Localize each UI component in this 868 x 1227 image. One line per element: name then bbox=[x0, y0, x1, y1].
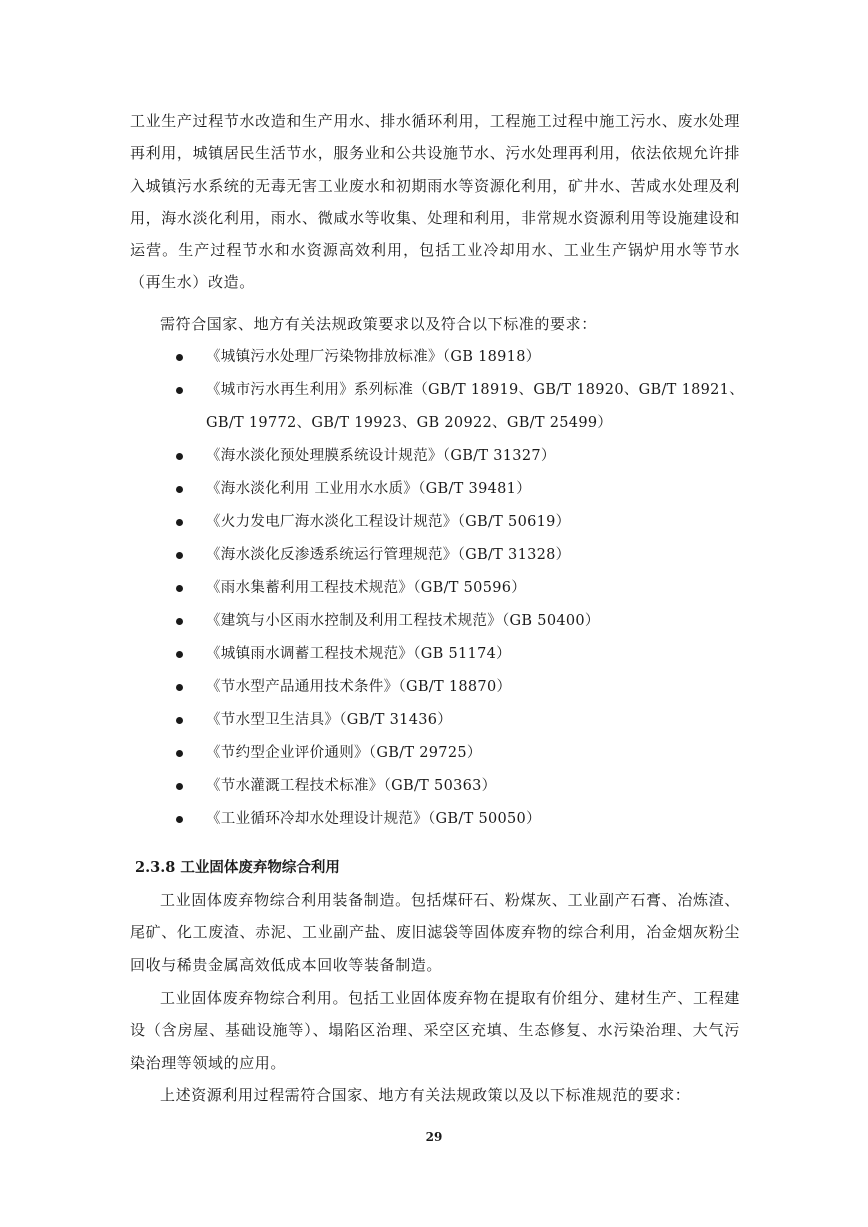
page-number: 29 bbox=[425, 1130, 443, 1144]
standard-item bbox=[0, 770, 868, 803]
standards-list bbox=[0, 341, 868, 836]
standard-item bbox=[0, 341, 868, 374]
standard-item bbox=[0, 539, 868, 572]
standard-item bbox=[0, 440, 868, 473]
bullet-dot-icon bbox=[176, 651, 183, 658]
standard-text: 《工业循环冷却水处理设计规范》（GB/T 50050） bbox=[206, 811, 541, 827]
standard-text: 《雨水集蓄利用工程技术规范》（GB/T 50596） bbox=[206, 580, 527, 596]
bullet-dot-icon bbox=[176, 816, 183, 823]
standard-item bbox=[0, 803, 868, 836]
standard-item bbox=[0, 704, 868, 737]
bullet-dot-icon bbox=[176, 717, 183, 724]
standard-text: 《节水型产品通用技术条件》（GB/T 18870） bbox=[206, 679, 512, 695]
utilization-paragraph: 工业固体废弃物综合利用。包括工业固体废弃物在提取有价组分、建材生产、工程建设（含房屋、基础设施等）、塌陷区治理、采空区充填、生态修复、水污染治理、大气污染治理等领域的应用。 bbox=[130, 989, 740, 1072]
standard-text: 《节约型企业评价通则》（GB/T 29725） bbox=[206, 745, 482, 761]
standard-text: 《海水淡化反渗透系统运行管理规范》（GB/T 31328） bbox=[206, 547, 571, 563]
bullet-dot-icon bbox=[176, 585, 183, 592]
bullet-dot-icon bbox=[176, 783, 183, 790]
bullet-dot-icon bbox=[176, 519, 183, 526]
standard-text: 《城市污水再生利用》系列标准（GB/T 18919、GB/T 18920、GB/T 18921、GB/T 19772、GB/T 19923、GB 20922、GB/T 25499） bbox=[206, 382, 744, 431]
section-heading: 2.3.8 工业固体废弃物综合利用 bbox=[135, 859, 340, 876]
bullet-dot-icon bbox=[176, 387, 183, 394]
standard-item bbox=[0, 737, 868, 770]
bullet-dot-icon bbox=[176, 750, 183, 757]
standard-item bbox=[0, 638, 868, 671]
bullet-dot-icon bbox=[176, 618, 183, 625]
bullet-dot-icon bbox=[176, 486, 183, 493]
standard-text: 《海水淡化预处理膜系统设计规范》（GB/T 31327） bbox=[206, 448, 556, 464]
closing-paragraph: 上述资源利用过程需符合国家、地方有关法规政策以及以下标准规范的要求： bbox=[160, 1086, 691, 1104]
equipment-paragraph: 工业固体废弃物综合利用装备制造。包括煤矸石、粉煤灰、工业副产石膏、冶炼渣、尾矿、化工废渣、赤泥、工业副产盐、废旧滤袋等固体废弃物的综合利用，冶金烟灰粉尘回收与稀贵金属高效低成本回收等装备制造。 bbox=[130, 891, 740, 974]
standard-text: 《海水淡化利用 工业用水水质》（GB/T 39481） bbox=[206, 481, 531, 497]
requirement-intro: 需符合国家、地方有关法规政策要求以及符合以下标准的要求： bbox=[160, 315, 597, 333]
standard-item bbox=[0, 671, 868, 704]
standard-text: 《火力发电厂海水淡化工程设计规范》（GB/T 50619） bbox=[206, 514, 571, 530]
bullet-dot-icon bbox=[176, 354, 183, 361]
standard-item bbox=[0, 374, 868, 440]
standard-item bbox=[0, 473, 868, 506]
standard-text: 《城镇雨水调蓄工程技术规范》（GB 51174） bbox=[206, 646, 511, 662]
bullet-dot-icon bbox=[176, 552, 183, 559]
standard-item bbox=[0, 506, 868, 539]
intro-paragraph: 工业生产过程节水改造和生产用水、排水循环利用，工程施工过程中施工污水、废水处理再利用，城镇居民生活节水，服务业和公共设施节水、污水处理再利用，依法依规允许排入城镇污水系统的无毒无害工业废水和初期雨水等资源化利用，矿井水、苦咸水处理及利用，海水淡化利用，雨水、微咸水等收集、处理和利用，非常规水资源利用等设施建设和运营。生产过程节水和水资源高效利用，包括工业冷却用水、工业生产锅炉用水等节水（再生水）改造。 bbox=[130, 112, 740, 292]
standard-text: 《建筑与小区雨水控制及利用工程技术规范》（GB 50400） bbox=[206, 613, 600, 629]
bullet-dot-icon bbox=[176, 684, 183, 691]
standard-text: 《节水灌溉工程技术标准》（GB/T 50363） bbox=[206, 778, 497, 794]
standard-item bbox=[0, 605, 868, 638]
standard-text: 《节水型卫生洁具》（GB/T 31436） bbox=[206, 712, 453, 728]
standard-item bbox=[0, 572, 868, 605]
bullet-dot-icon bbox=[176, 453, 183, 460]
standard-text: 《城镇污水处理厂污染物排放标准》（GB 18918） bbox=[206, 349, 541, 365]
